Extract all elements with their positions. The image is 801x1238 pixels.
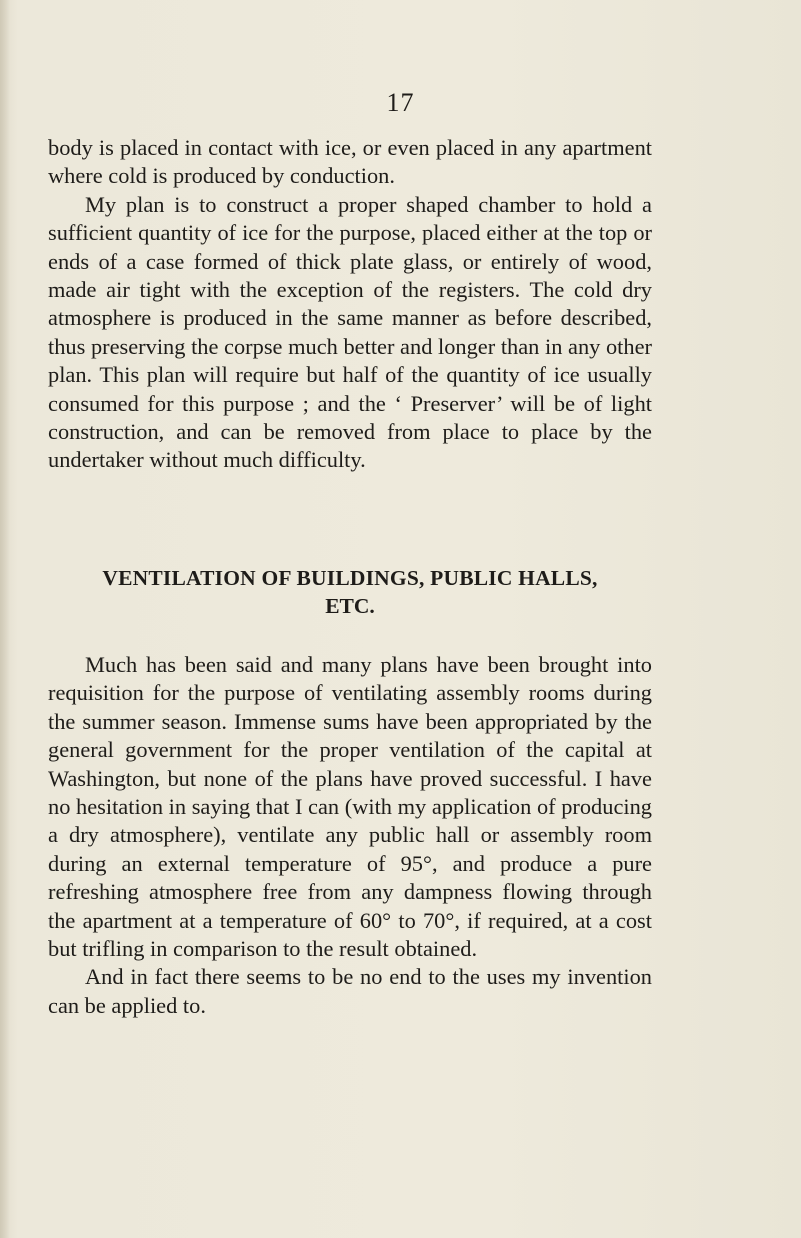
text-block-top [48, 134, 652, 475]
section-heading [48, 564, 652, 620]
page-number: 17 [386, 88, 415, 117]
section-heading-line-2: ETC. [325, 594, 375, 618]
text-block-bottom [48, 651, 652, 1020]
paragraph-ventilation: Much has been said and many plans have been brought into requisition for the purpose of ventilating assembly rooms during the summer season. Immense sums have been appropriated by the general government for the proper ventilation of the capital at Washington, but none of the plans have proved successful. I have no hesitation in saying that I can (with my application of producing a dry atmosphere), ventilate any public hall or assembly room during an external temperature of 95°, and produce a pure refreshing atmosphere free from any dampness flowing through the apartment at a temperature of 60° to 70°, if required, at a cost but trifling in comparison to the result obtained. [48, 652, 652, 962]
section-heading-line-1: VENTILATION OF BUILDINGS, PUBLIC HALLS, [102, 566, 598, 590]
paragraph-uses: And in fact there seems to be no end to the uses my invention can be applied to. [48, 964, 652, 1018]
paragraph-continuation: body is placed in contact with ice, or even placed in any apartment where cold is produced by conduction. [48, 135, 652, 189]
page-gutter-shadow [0, 0, 10, 1238]
paragraph-preserver-plan: My plan is to construct a proper shaped chamber to hold a sufficient quantity of ice for the purpose, placed either at the top or ends of a case formed of thick plate glass, or entirely of wood, made air tight with the exception of the registers. The cold dry atmosphere is produced in the same manner as before described, thus preserving the corpse much better and longer than in any other plan. This plan will require but half of the quantity of ice usually consumed for this purpose ; and the ‘ Preserver’ will be of light construction, and can be removed from place to place by the undertaker without much difficulty. [48, 191, 652, 473]
